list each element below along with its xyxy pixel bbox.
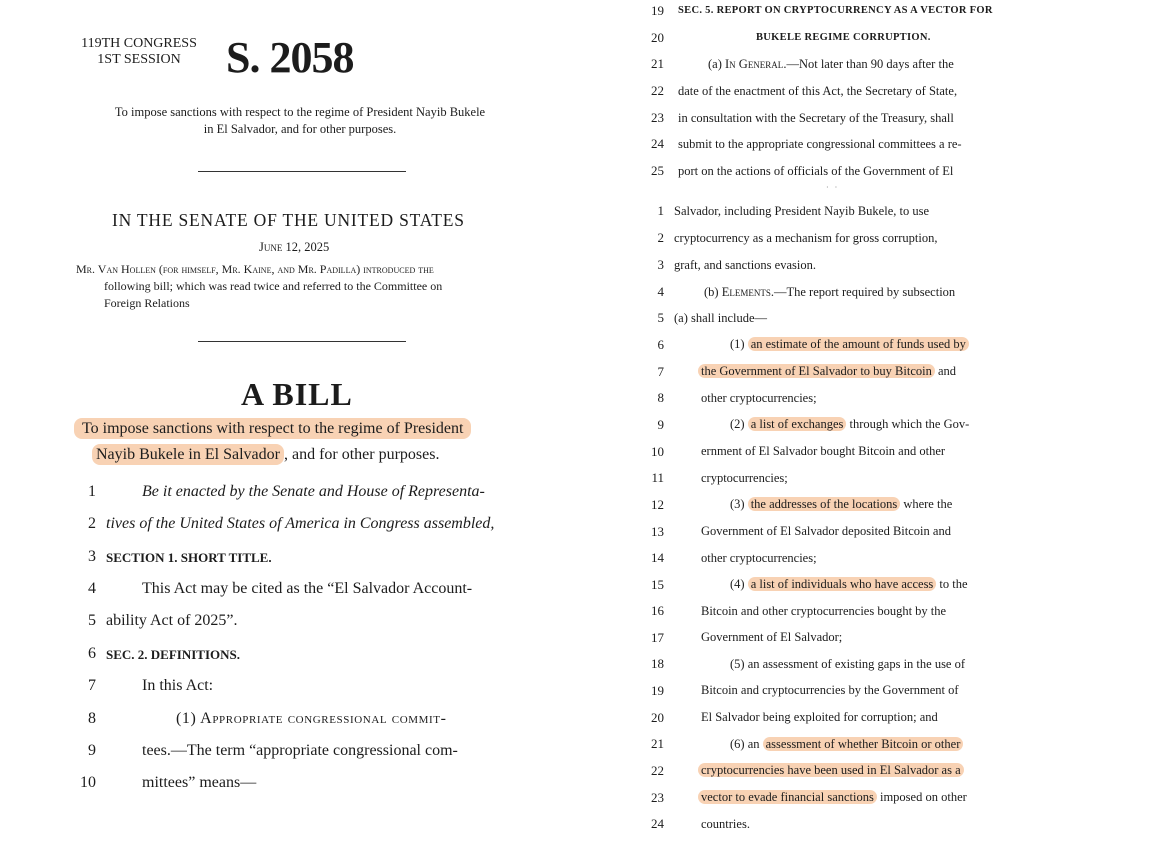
- section-heading: SEC. 5. REPORT ON CRYPTOCURRENCY AS A VECTOR FOR: [678, 5, 993, 16]
- line-text: and: [934, 364, 957, 378]
- line-number: 5: [657, 310, 664, 325]
- line-number: 3: [88, 548, 96, 565]
- body-line: [698, 364, 956, 379]
- line-number: 4: [88, 580, 96, 597]
- line-number: 18: [651, 656, 664, 671]
- paragraph-label: (3): [730, 497, 748, 511]
- paragraph-label: (2): [730, 417, 748, 431]
- line-number: 9: [88, 742, 96, 759]
- line-number: 1: [657, 203, 664, 218]
- body-line: (a) shall include—: [674, 311, 768, 325]
- session-number: 1ST SESSION: [97, 52, 181, 67]
- body-line: [730, 497, 952, 512]
- line-number: 19: [651, 683, 664, 698]
- highlight: assessment of whether Bitcoin or other: [763, 737, 964, 751]
- subsection-heading: Elements: [721, 285, 771, 299]
- body-line: in consultation with the Secretary of the Treasury, shall: [678, 111, 954, 125]
- intro-line: Foreign Relations: [104, 296, 190, 310]
- line-number: 11: [651, 470, 664, 485]
- divider: [198, 171, 406, 172]
- line-number: 8: [88, 710, 96, 727]
- line-number: 5: [88, 612, 96, 629]
- subsection-label: (b): [704, 285, 722, 299]
- line-number: 7: [657, 364, 664, 379]
- body-line: [730, 737, 963, 752]
- body-line: date of the enactment of this Act, the Secretary of State,: [678, 84, 958, 98]
- intro-line: following bill; which was read twice and referred to the Committee on: [104, 279, 443, 293]
- line-text: where the: [900, 497, 953, 511]
- line-number: 14: [651, 550, 664, 565]
- divider: [198, 341, 406, 342]
- line-number: 23: [651, 110, 664, 125]
- section-heading: SECTION 1. SHORT TITLE.: [106, 550, 272, 565]
- paragraph-label: (1): [730, 337, 748, 351]
- body-line: Government of El Salvador deposited Bitcoin and: [701, 524, 951, 538]
- bill-purpose: [60, 104, 540, 138]
- intro-line: Mr. Van Hollen (for himself, Mr. Kaine, and Mr. Padilla) introduced the: [76, 262, 434, 276]
- body-line: [730, 577, 968, 592]
- body-line: cryptocurrency as a mechanism for gross corruption,: [674, 231, 938, 245]
- body-line: graft, and sanctions evasion.: [674, 258, 816, 272]
- body-line: other cryptocurrencies;: [701, 551, 817, 565]
- line-number: 23: [651, 790, 664, 805]
- enacting-clause: tives of the United States of America in Congress assembled,: [106, 515, 495, 532]
- body-line: [708, 57, 954, 72]
- line-number: 2: [88, 515, 96, 532]
- highlight: Nayib Bukele in El Salvador: [92, 444, 284, 465]
- line-number: 1: [88, 483, 96, 500]
- highlight: the addresses of the locations: [748, 497, 900, 511]
- line-number: 16: [651, 603, 664, 618]
- highlight: cryptocurrencies have been used in El Salvador as a: [698, 763, 964, 777]
- introduction-date: June 12, 2025: [259, 240, 330, 254]
- body-line: mittees” means—: [142, 774, 257, 791]
- body-line: cryptocurrencies;: [701, 471, 788, 485]
- line-number: 10: [651, 444, 664, 459]
- body-line: [704, 285, 955, 300]
- line-text: .—The report required by subsection: [770, 285, 956, 299]
- bill-cover-page: [0, 0, 560, 843]
- line-number: 4: [657, 284, 664, 299]
- line-number: 20: [651, 30, 664, 45]
- body-line: (1) Appropriate congressional commit-: [176, 710, 447, 727]
- line-number: 17: [651, 630, 664, 645]
- line-text: .—Not later than 90 days after the: [783, 57, 954, 71]
- line-number: 25: [651, 163, 664, 178]
- long-title-rest: , and for other purposes.: [283, 446, 440, 463]
- body-line: [730, 337, 969, 352]
- congress-session: [64, 36, 214, 68]
- congress-number: 119TH CONGRESS: [81, 36, 197, 51]
- long-title-line: [92, 446, 439, 464]
- body-line: Government of El Salvador;: [701, 630, 843, 644]
- highlight: a list of individuals who have access: [748, 577, 937, 591]
- line-number: 2: [657, 230, 664, 245]
- page-break-mark: · ·: [826, 183, 840, 192]
- body-line: El Salvador being exploited for corruption; and: [701, 710, 938, 724]
- senate-heading: IN THE SENATE OF THE UNITED STATES: [112, 210, 465, 230]
- body-line: other cryptocurrencies;: [701, 391, 817, 405]
- subsection-heading: In General: [725, 57, 784, 71]
- highlight: vector to evade financial sanctions: [698, 790, 877, 804]
- highlight: an estimate of the amount of funds used by: [748, 337, 969, 351]
- purpose-line: To impose sanctions with respect to the regime of President Nayib Bukele: [114, 105, 486, 119]
- body-line: submit to the appropriate congressional committees a re-: [678, 137, 962, 151]
- introduction-text: [76, 261, 536, 312]
- line-number: 7: [88, 677, 96, 694]
- body-line: [730, 417, 969, 432]
- highlight: the Government of El Salvador to buy Bitcoin: [698, 364, 935, 378]
- line-number: 15: [651, 577, 664, 592]
- line-number: 22: [651, 763, 664, 778]
- line-number: 6: [88, 645, 96, 662]
- line-number: 12: [651, 497, 664, 512]
- body-line: Bitcoin and other cryptocurrencies bought by the: [701, 604, 947, 618]
- paragraph-label: (6) an: [730, 737, 763, 751]
- body-line: countries.: [701, 817, 750, 831]
- line-text: to the: [936, 577, 968, 591]
- purpose-line: in El Salvador, and for other purposes.: [203, 122, 397, 136]
- body-line: (5) an assessment of existing gaps in the use of: [730, 657, 966, 671]
- line-number: 22: [651, 83, 664, 98]
- highlight: To impose sanctions with respect to the regime of President: [74, 418, 471, 439]
- paragraph-label: (4): [730, 577, 748, 591]
- line-number: 20: [651, 710, 664, 725]
- line-number: 6: [657, 337, 664, 352]
- body-line: [698, 763, 964, 778]
- body-line: In this Act:: [142, 677, 214, 694]
- subsection-label: (a): [708, 57, 725, 71]
- section-heading: BUKELE REGIME CORRUPTION.: [756, 32, 931, 43]
- line-number: 21: [651, 56, 664, 71]
- line-number: 8: [657, 390, 664, 405]
- bill-heading: A BILL: [241, 376, 353, 412]
- section-heading: SEC. 2. DEFINITIONS.: [106, 647, 241, 662]
- line-text: through which the Gov-: [846, 417, 970, 431]
- body-line: This Act may be cited as the “El Salvador Account-: [142, 580, 473, 597]
- line-number: 3: [657, 257, 664, 272]
- body-line: tees.—The term “appropriate congressional com-: [142, 742, 458, 759]
- body-line: ability Act of 2025”.: [106, 612, 238, 629]
- bill-section-page: [620, 0, 1152, 843]
- line-number: 19: [651, 3, 664, 18]
- enacting-clause: Be it enacted by the Senate and House of Representa-: [142, 483, 485, 500]
- body-line: ernment of El Salvador bought Bitcoin and other: [701, 444, 946, 458]
- long-title-line: [74, 420, 471, 438]
- line-number: 21: [651, 736, 664, 751]
- body-line: port on the actions of officials of the Government of El: [678, 164, 954, 178]
- body-line: [698, 790, 967, 805]
- highlight: a list of exchanges: [748, 417, 847, 431]
- line-number: 24: [651, 816, 664, 831]
- line-number: 13: [651, 524, 664, 539]
- body-line: Bitcoin and cryptocurrencies by the Government of: [701, 683, 959, 697]
- line-number: 10: [80, 774, 96, 791]
- body-line: Salvador, including President Nayib Bukele, to use: [674, 204, 930, 218]
- line-text: imposed on other: [876, 790, 967, 804]
- line-number: 9: [657, 417, 664, 432]
- line-number: 24: [651, 136, 664, 151]
- bill-number: S. 2058: [226, 33, 354, 82]
